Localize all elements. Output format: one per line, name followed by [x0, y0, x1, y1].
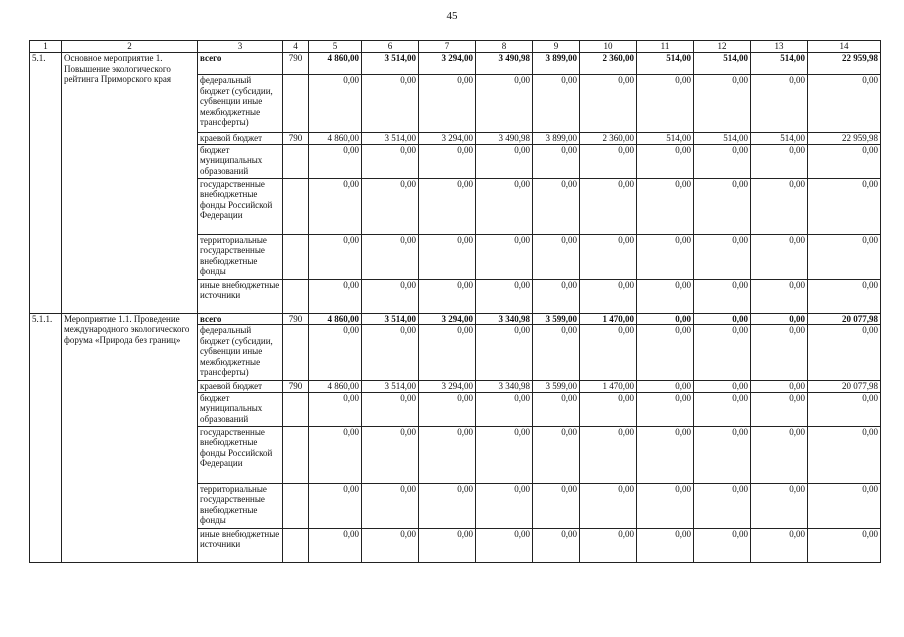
amount-cell: 0,00: [476, 144, 533, 178]
amount-cell: 3 514,00: [362, 53, 419, 75]
amount-cell: 0,00: [309, 75, 362, 133]
header-cell: 8: [476, 41, 533, 53]
funding-source: бюджет муниципальных образований: [198, 392, 283, 426]
amount-cell: 0,00: [580, 234, 637, 279]
amount-cell: 0,00: [808, 234, 881, 279]
amount-cell: 3 340,98: [476, 381, 533, 393]
funding-source: всего: [198, 313, 283, 325]
amount-cell: 0,00: [637, 426, 694, 483]
amount-cell: 0,00: [533, 426, 580, 483]
amount-cell: 4 860,00: [309, 381, 362, 393]
funding-source: краевой бюджет: [198, 133, 283, 145]
admin-code: [283, 234, 309, 279]
amount-cell: 0,00: [580, 144, 637, 178]
item-name: Мероприятие 1.1. Проведение международного экологического форума «Природа без границ»: [62, 313, 198, 562]
amount-cell: 3 294,00: [419, 133, 476, 145]
amount-cell: 0,00: [309, 528, 362, 562]
amount-cell: 0,00: [808, 144, 881, 178]
amount-cell: 0,00: [637, 325, 694, 381]
amount-cell: 0,00: [362, 483, 419, 528]
amount-cell: 3 340,98: [476, 313, 533, 325]
amount-cell: 0,00: [476, 528, 533, 562]
amount-cell: 0,00: [694, 426, 751, 483]
amount-cell: 0,00: [694, 483, 751, 528]
admin-code: 790: [283, 381, 309, 393]
amount-cell: 0,00: [476, 426, 533, 483]
amount-cell: 3 899,00: [533, 53, 580, 75]
amount-cell: 3 899,00: [533, 133, 580, 145]
amount-cell: 0,00: [419, 75, 476, 133]
amount-cell: 0,00: [533, 178, 580, 234]
admin-code: [283, 528, 309, 562]
admin-code: [283, 75, 309, 133]
amount-cell: 0,00: [362, 392, 419, 426]
amount-cell: 0,00: [362, 426, 419, 483]
amount-cell: 0,00: [362, 528, 419, 562]
header-cell: 4: [283, 41, 309, 53]
funding-source: территориальные государственные внебюджетные фонды: [198, 483, 283, 528]
amount-cell: 514,00: [637, 133, 694, 145]
amount-cell: 0,00: [533, 325, 580, 381]
amount-cell: 0,00: [637, 313, 694, 325]
amount-cell: 22 959,98: [808, 53, 881, 75]
amount-cell: 0,00: [476, 392, 533, 426]
admin-code: 790: [283, 133, 309, 145]
amount-cell: 0,00: [808, 392, 881, 426]
amount-cell: 0,00: [419, 392, 476, 426]
amount-cell: 0,00: [751, 234, 808, 279]
amount-cell: 0,00: [476, 279, 533, 313]
header-cell: 14: [808, 41, 881, 53]
amount-cell: 0,00: [309, 144, 362, 178]
funding-source: федеральный бюджет (субсидии, субвенции иные межбюджетные трансферты): [198, 75, 283, 133]
amount-cell: 514,00: [637, 53, 694, 75]
amount-cell: 20 077,98: [808, 381, 881, 393]
amount-cell: 4 860,00: [309, 313, 362, 325]
amount-cell: 0,00: [694, 381, 751, 393]
header-cell: 13: [751, 41, 808, 53]
table-header: [30, 41, 881, 53]
amount-cell: 0,00: [694, 528, 751, 562]
amount-cell: 0,00: [533, 392, 580, 426]
header-row: [30, 41, 881, 53]
amount-cell: 0,00: [808, 279, 881, 313]
amount-cell: 0,00: [309, 426, 362, 483]
amount-cell: 0,00: [419, 279, 476, 313]
amount-cell: 0,00: [362, 325, 419, 381]
amount-cell: 0,00: [637, 144, 694, 178]
amount-cell: 0,00: [476, 325, 533, 381]
amount-cell: 1 470,00: [580, 313, 637, 325]
amount-cell: 4 860,00: [309, 133, 362, 145]
amount-cell: 0,00: [309, 279, 362, 313]
amount-cell: 0,00: [580, 75, 637, 133]
amount-cell: 0,00: [694, 279, 751, 313]
amount-cell: 0,00: [580, 528, 637, 562]
amount-cell: 3 514,00: [362, 381, 419, 393]
amount-cell: 0,00: [751, 313, 808, 325]
budget-table: [29, 40, 881, 563]
item-name: Основное мероприятие 1. Повышение экологического рейтинга Приморского края: [62, 53, 198, 314]
header-cell: 7: [419, 41, 476, 53]
amount-cell: 0,00: [533, 483, 580, 528]
amount-cell: 0,00: [362, 75, 419, 133]
amount-cell: 0,00: [362, 234, 419, 279]
header-cell: 6: [362, 41, 419, 53]
amount-cell: 2 360,00: [580, 53, 637, 75]
amount-cell: 0,00: [751, 279, 808, 313]
amount-cell: 0,00: [751, 144, 808, 178]
amount-cell: 0,00: [694, 75, 751, 133]
admin-code: 790: [283, 313, 309, 325]
header-cell: 2: [62, 41, 198, 53]
amount-cell: 0,00: [637, 381, 694, 393]
amount-cell: 0,00: [808, 528, 881, 562]
amount-cell: 0,00: [694, 144, 751, 178]
amount-cell: 3 514,00: [362, 313, 419, 325]
admin-code: [283, 392, 309, 426]
amount-cell: 0,00: [419, 483, 476, 528]
amount-cell: 0,00: [694, 234, 751, 279]
amount-cell: 0,00: [476, 483, 533, 528]
amount-cell: 0,00: [533, 279, 580, 313]
page-number: 45: [446, 10, 458, 22]
amount-cell: 0,00: [637, 528, 694, 562]
amount-cell: 0,00: [694, 178, 751, 234]
amount-cell: 0,00: [580, 279, 637, 313]
amount-cell: 0,00: [580, 426, 637, 483]
amount-cell: 2 360,00: [580, 133, 637, 145]
amount-cell: 0,00: [808, 75, 881, 133]
admin-code: [283, 144, 309, 178]
admin-code: [283, 279, 309, 313]
amount-cell: 0,00: [808, 325, 881, 381]
amount-cell: 0,00: [751, 392, 808, 426]
amount-cell: 0,00: [808, 178, 881, 234]
amount-cell: 514,00: [694, 133, 751, 145]
amount-cell: 3 490,98: [476, 53, 533, 75]
amount-cell: 0,00: [694, 313, 751, 325]
header-cell: 9: [533, 41, 580, 53]
amount-cell: 514,00: [751, 53, 808, 75]
amount-cell: 0,00: [533, 144, 580, 178]
amount-cell: 0,00: [419, 528, 476, 562]
amount-cell: 0,00: [476, 234, 533, 279]
amount-cell: 0,00: [362, 279, 419, 313]
item-code: 5.1.1.: [30, 313, 62, 562]
amount-cell: 0,00: [419, 234, 476, 279]
amount-cell: 0,00: [533, 528, 580, 562]
table-body: [30, 53, 881, 563]
funding-source: иные внебюджетные источники: [198, 279, 283, 313]
amount-cell: 0,00: [419, 426, 476, 483]
amount-cell: 0,00: [694, 392, 751, 426]
amount-cell: 1 470,00: [580, 381, 637, 393]
admin-code: [283, 426, 309, 483]
amount-cell: 0,00: [751, 483, 808, 528]
header-cell: 5: [309, 41, 362, 53]
amount-cell: 0,00: [694, 325, 751, 381]
funding-source: государственные внебюджетные фонды Российской Федерации: [198, 426, 283, 483]
funding-source: федеральный бюджет (субсидии, субвенции иные межбюджетные трансферты): [198, 325, 283, 381]
amount-cell: 0,00: [419, 144, 476, 178]
amount-cell: 0,00: [580, 178, 637, 234]
amount-cell: 0,00: [637, 75, 694, 133]
amount-cell: 0,00: [637, 392, 694, 426]
admin-code: [283, 483, 309, 528]
funding-source: территориальные государственные внебюджетные фонды: [198, 234, 283, 279]
amount-cell: 3 514,00: [362, 133, 419, 145]
amount-cell: 0,00: [580, 325, 637, 381]
amount-cell: 0,00: [419, 178, 476, 234]
amount-cell: 0,00: [476, 75, 533, 133]
amount-cell: 3 294,00: [419, 313, 476, 325]
amount-cell: 0,00: [419, 325, 476, 381]
amount-cell: 3 294,00: [419, 381, 476, 393]
amount-cell: 0,00: [309, 483, 362, 528]
amount-cell: 3 490,98: [476, 133, 533, 145]
amount-cell: 3 599,00: [533, 313, 580, 325]
funding-source: краевой бюджет: [198, 381, 283, 393]
amount-cell: 0,00: [751, 528, 808, 562]
header-cell: 11: [637, 41, 694, 53]
admin-code: [283, 325, 309, 381]
header-cell: 10: [580, 41, 637, 53]
admin-code: [283, 178, 309, 234]
amount-cell: 3 599,00: [533, 381, 580, 393]
amount-cell: 514,00: [751, 133, 808, 145]
table-row: [30, 313, 881, 325]
amount-cell: 0,00: [637, 279, 694, 313]
amount-cell: 514,00: [694, 53, 751, 75]
amount-cell: 0,00: [362, 144, 419, 178]
funding-source: государственные внебюджетные фонды Российской Федерации: [198, 178, 283, 234]
amount-cell: 0,00: [533, 234, 580, 279]
admin-code: 790: [283, 53, 309, 75]
amount-cell: 4 860,00: [309, 53, 362, 75]
amount-cell: 0,00: [637, 483, 694, 528]
amount-cell: 0,00: [309, 392, 362, 426]
funding-source: всего: [198, 53, 283, 75]
amount-cell: 0,00: [533, 75, 580, 133]
amount-cell: 22 959,98: [808, 133, 881, 145]
amount-cell: 20 077,98: [808, 313, 881, 325]
amount-cell: 3 294,00: [419, 53, 476, 75]
funding-source: бюджет муниципальных образований: [198, 144, 283, 178]
amount-cell: 0,00: [751, 75, 808, 133]
amount-cell: 0,00: [309, 178, 362, 234]
amount-cell: 0,00: [751, 178, 808, 234]
item-code: 5.1.: [30, 53, 62, 314]
amount-cell: 0,00: [808, 483, 881, 528]
amount-cell: 0,00: [309, 234, 362, 279]
amount-cell: 0,00: [751, 325, 808, 381]
amount-cell: 0,00: [751, 381, 808, 393]
header-cell: 3: [198, 41, 283, 53]
funding-source: иные внебюджетные источники: [198, 528, 283, 562]
amount-cell: 0,00: [808, 426, 881, 483]
amount-cell: 0,00: [362, 178, 419, 234]
amount-cell: 0,00: [476, 178, 533, 234]
table-row: [30, 53, 881, 75]
header-cell: 12: [694, 41, 751, 53]
amount-cell: 0,00: [637, 234, 694, 279]
amount-cell: 0,00: [580, 392, 637, 426]
amount-cell: 0,00: [309, 325, 362, 381]
amount-cell: 0,00: [637, 178, 694, 234]
amount-cell: 0,00: [580, 483, 637, 528]
header-cell: 1: [30, 41, 62, 53]
amount-cell: 0,00: [751, 426, 808, 483]
